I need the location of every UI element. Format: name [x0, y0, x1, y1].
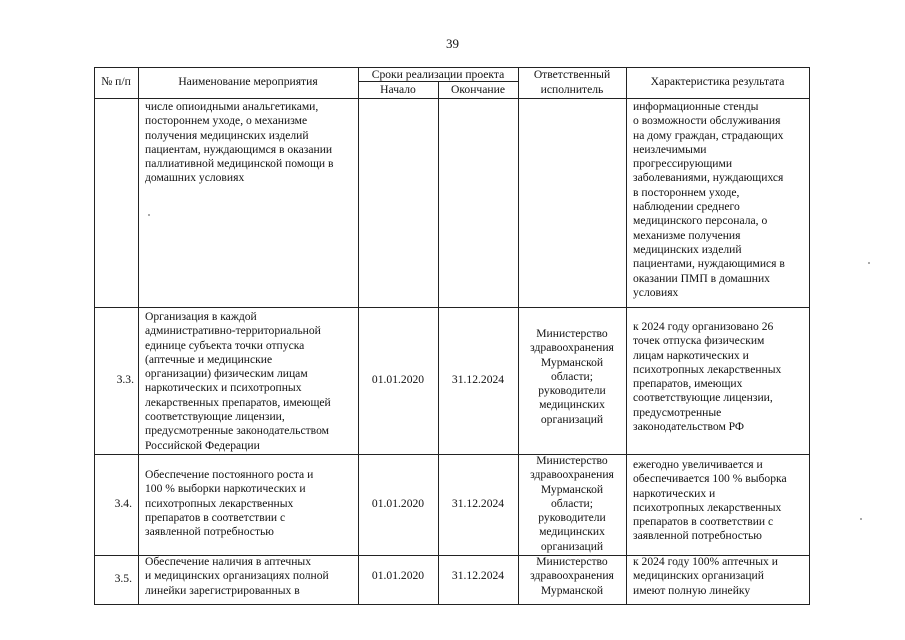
row-3-5-result: к 2024 году 100% аптечных и медицинских организаций имеют полную линейку: [633, 555, 778, 597]
scan-speck: [860, 518, 862, 520]
header-result: Характеристика результата: [650, 75, 785, 89]
row-3-4-end: 31.12.2024: [451, 497, 505, 511]
row-0-result: информационные стенды о возможности обслуживания на дому граждан, страдающих неизлечимыми прогрессирующими заболеваниями, нуждающихся в постороннем уходе, наблюдении среднего медицинского персонала, о механизме получения медицинских изделий пациентами, нуждающимися в оказании ПМП в домашних условиях: [633, 100, 785, 299]
row-3-3-num: 3.3.: [116, 373, 134, 387]
row-3-3-name: Организация в каждой административно-территориальной единице субъекта точки отпуска (аптечные и медицинские организации) физическим лицам наркотических и психотропных лекарственных препаратов, имеющей соответствующие лицензии, предусмотренные законодательством Российской Федерации: [145, 310, 331, 452]
row-3-5-end: 31.12.2024: [451, 568, 505, 582]
row-0-name: числе опиоидными анальгетиками, постороннем уходе, о механизме получения медицинских изделий пациентам, нуждающимся в оказании паллиативной медицинской помощи в домашних условиях: [145, 100, 334, 185]
row-3-4-start: 01.01.2020: [371, 497, 425, 511]
row-3-5-start: 01.01.2020: [371, 568, 425, 582]
row-3-5-executor: Министерство здравоохранения Мурманской: [530, 555, 614, 597]
row-3-5-name: Обеспечение наличия в аптечных и медицинских организациях полной линейки зарегистрированных в: [145, 555, 329, 597]
header-executor: Ответственный исполнитель: [533, 68, 611, 96]
header-start: Начало: [380, 83, 416, 96]
scan-speck: [148, 214, 150, 216]
row-3-4-num: 3.4.: [114, 497, 132, 511]
header-end: Окончание: [451, 83, 505, 96]
activities-table: [94, 67, 810, 605]
row-3-3-result: к 2024 году организовано 26 точек отпуска физическим лицам наркотических и психотропных лекарственных препаратов, имеющих соответствующие лицензии, предусмотренные законодательством РФ: [633, 320, 782, 434]
row-3-4-executor: Министерство здравоохранения Мурманской области; руководители медицинских организаций: [530, 454, 614, 553]
row-3-5-num: 3.5.: [114, 572, 132, 586]
header-name: Наименование мероприятия: [178, 75, 318, 89]
header-num: № п/п: [101, 75, 131, 89]
row-3-3-start: 01.01.2020: [371, 373, 425, 387]
row-3-4-name: Обеспечение постоянного роста и 100 % выборки наркотических и психотропных лекарственных препаратов в соответствии с заявленной потребностью: [145, 468, 314, 539]
row-3-4-result: ежегодно увеличивается и обеспечивается 100 % выборка наркотических и психотропных лекарственных препаратов в соответствии с заявленной потребностью: [633, 458, 787, 543]
page-number: 39: [446, 36, 459, 51]
scan-speck: [868, 262, 870, 264]
row-3-3-end: 31.12.2024: [451, 373, 505, 387]
header-timing: Сроки реализации проекта: [371, 68, 505, 81]
row-3-3-executor: Министерство здравоохранения Мурманской области; руководители медицинских организаций: [530, 327, 614, 426]
